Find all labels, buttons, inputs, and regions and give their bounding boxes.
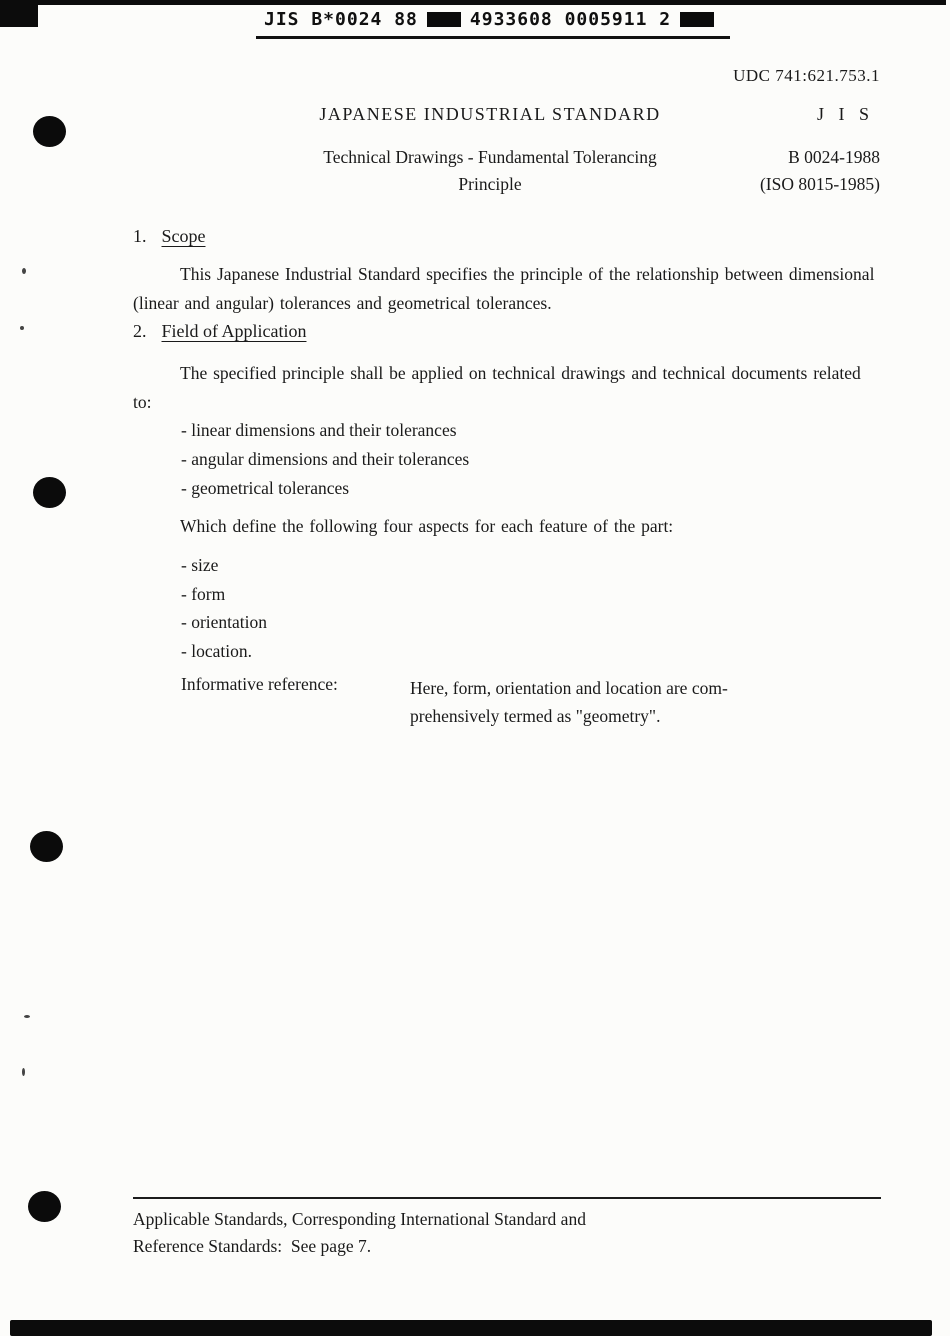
list-item: - orientation	[181, 612, 268, 632]
list-item: - location.	[181, 640, 252, 661]
informative-text-line2: prehensively termed as "geometry".	[410, 706, 661, 726]
footer-divider	[133, 1197, 881, 1199]
list-item: - form	[181, 583, 226, 604]
list-item: - angular dimensions and their tolerances	[181, 449, 470, 469]
document-title-line1: Technical Drawings - Fundamental Tolerancing	[323, 147, 657, 167]
list-item: - linear dimensions and their tolerances	[181, 420, 457, 440]
scan-corner-mark	[0, 0, 38, 27]
scan-speck	[22, 1068, 25, 1076]
informative-text-line1: Here, form, orientation and location are com-	[410, 678, 728, 698]
tolerance-list	[181, 416, 469, 503]
section-2-heading	[133, 321, 306, 342]
section-title: Scope	[161, 226, 206, 246]
jis-label: J I S	[816, 104, 874, 124]
footer-note	[133, 1206, 893, 1260]
punch-hole	[33, 477, 66, 508]
barcode-block-icon	[680, 12, 714, 27]
punch-hole	[33, 116, 66, 147]
scan-bottom-edge	[10, 1320, 932, 1336]
document-title-line2: Principle	[458, 174, 522, 194]
section-1-heading	[133, 226, 206, 247]
section-number: 2.	[133, 321, 147, 341]
list-item: - geometrical tolerances	[181, 478, 350, 498]
standard-title: JAPANESE INDUSTRIAL STANDARD	[319, 104, 661, 124]
scan-header-strip	[256, 5, 730, 39]
scan-header-code-right: 4933608 0005911 2	[469, 9, 672, 30]
scan-speck	[24, 1015, 30, 1018]
punch-hole	[30, 831, 63, 862]
section-title: Field of Application	[161, 321, 307, 341]
aspects-intro: Which define the following four aspects for each feature of the part:	[180, 516, 674, 536]
scan-speck	[22, 268, 26, 274]
section-1-paragraph: This Japanese Industrial Standard specifies the principle of the relationship between dimensional (linear and angular) tolerances and geometrical tolerances.	[133, 264, 875, 313]
informative-reference	[181, 674, 890, 730]
list-item: - size	[181, 555, 219, 575]
section-number: 1.	[133, 226, 147, 246]
scan-speck	[20, 326, 24, 330]
footer-note-line2: Reference Standards: See page 7.	[133, 1236, 372, 1256]
informative-reference-label: Informative reference:	[181, 674, 338, 694]
scan-header-code-left: JIS B*0024 88	[264, 9, 418, 30]
barcode-block-icon	[427, 12, 461, 27]
udc-number: UDC 741:621.753.1	[733, 66, 880, 85]
section-2-intro: The specified principle shall be applied on technical drawings and technical documents related to:	[133, 363, 861, 412]
punch-hole	[28, 1191, 61, 1222]
iso-reference: (ISO 8015-1985)	[759, 174, 880, 194]
standard-number: B 0024-1988	[788, 147, 880, 167]
informative-reference-text	[410, 674, 890, 730]
aspects-list	[181, 551, 267, 665]
footer-note-line1: Applicable Standards, Corresponding International Standard and	[133, 1209, 586, 1229]
